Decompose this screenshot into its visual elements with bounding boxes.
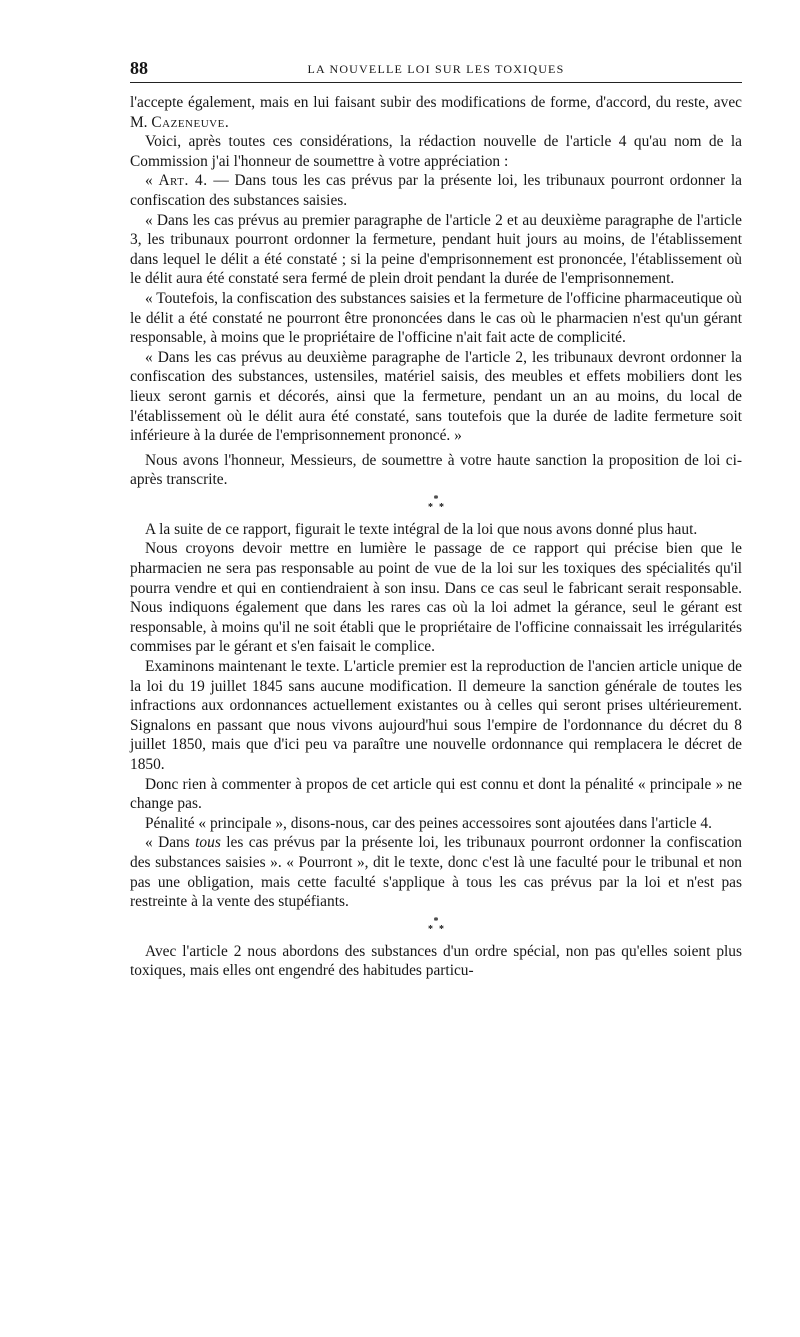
paragraph: l'accepte également, mais en lui faisant subir des modifications de forme, d'accord, du reste, avec M. Cazeneuve. xyxy=(130,94,742,131)
paragraph: Nous croyons devoir mettre en lumière le passage de ce rapport qui précise bien que le pharmacien ne sera pas responsable au point de vue de la loi sur les toxiques des spécialités qu'il pourra vendre et qui en contiendraient à son insu. Dans ce cas seul le fabricant serait responsable. Nous indiquons également que dans les rares cas où la loi admet la gérance, seul le gérant est responsable, à moins qu'il ne soit établi que le propriétaire de l'officine connaissait les irrégularités commises par le gérant et s'en faisait le complice. xyxy=(130,540,742,656)
quoted-article: « Art. 4. — Dans tous les cas prévus par la présente loi, les tribunaux pourront ordonner la confiscation des substances saisies. xyxy=(130,172,742,209)
running-title: LA NOUVELLE LOI SUR LES TOXIQUES xyxy=(307,62,565,76)
quoted-paragraph: « Toutefois, la confiscation des substances saisies et la fermeture de l'officine pharmaceutique où le délit a été constaté ne pourront être prononcées dans le cas où le pharmacien n'est qu'un gérant responsable, à moins que le propriétaire de l'officine n'ait fait acte de complicité. xyxy=(130,289,742,347)
author-name: Cazeneuve xyxy=(151,113,225,131)
paragraph: Examinons maintenant le texte. L'article premier est la reproduction de l'ancien article unique de la loi du 19 juillet 1845 sans aucune modification. Il demeure la sanction générale de toutes les infractions aux ordonnances actuellement existantes ou à celles qui seront prises ultérieurement. Signalons en passant que nous vivons aujourd'hui sous l'empire de l'ordonnance du décret du 8 juillet 1850, mais que d'ici peu va paraître une nouvelle ordonnance qui remplacera le décret de 1850. xyxy=(130,658,742,773)
quoted-paragraph: « Dans les cas prévus au premier paragraphe de l'article 2 et au deuxième paragraphe de l'article 3, les tribunaux pourront ordonner la fermeture, pendant huit jours au moins, de l'établissement dans lequel le délit a été constaté ; si la peine d'emprisonnement est prononcée, l'établissement où le délit aura été constaté sera fermé de plein droit pendant la durée de l'emprisonnement. xyxy=(130,211,742,288)
separator-star-top: * xyxy=(433,915,439,927)
section-separator xyxy=(130,915,742,935)
quoted-paragraph: « Dans les cas prévus au deuxième paragraphe de l'article 2, les tribunaux devront ordonner la confiscation des substances, ustensiles, matériel saisis, des meubles et effets mobiliers dont les lieux seront garnis et décorés, ainsi que la fermeture, pendant un an au moins, du local de l'établissement où le délit aura été constaté, sans toutefois que la durée de ladite fermeture soit inférieure à la durée de l'emprisonnement prononcé. » xyxy=(130,348,742,445)
paragraph: Pénalité « principale », disons-nous, car des peines accessoires sont ajoutées dans l'article 4. xyxy=(145,814,712,832)
page xyxy=(130,58,742,981)
page-body xyxy=(130,93,742,981)
page-header xyxy=(130,58,742,83)
separator-star-top: * xyxy=(433,493,439,505)
article-label: Art. 4. xyxy=(158,172,208,190)
section-separator xyxy=(130,493,742,513)
paragraph: « Dans tous les cas prévus par la présente loi, les tribunaux pourront ordonner la confiscation des substances saisies ». « Pourront », dit le texte, donc c'est là une faculté pour le tribunal et non pas une obligation, mais cette faculté s'applique à tous les cas prévus par la loi et n'est pas restreinte à la vente des stupéfiants. xyxy=(130,834,742,911)
page-number: 88 xyxy=(130,58,148,78)
paragraph: Donc rien à commenter à propos de cet article qui est connu et dont la pénalité « principale » ne change pas. xyxy=(130,775,742,813)
separator-star-bottom: ** xyxy=(428,923,450,935)
paragraph: Avec l'article 2 nous abordons des substances d'un ordre spécial, non pas qu'elles soient plus toxiques, mais elles ont engendré des habitudes particu- xyxy=(130,942,742,980)
paragraph: A la suite de ce rapport, figurait le texte intégral de la loi que nous avons donné plus haut. xyxy=(145,520,698,538)
emphasis: tous xyxy=(195,834,221,852)
separator-star-bottom: ** xyxy=(428,501,450,513)
paragraph: Nous avons l'honneur, Messieurs, de soumettre à votre haute sanction la proposition de loi ci-après transcrite. xyxy=(130,451,742,489)
paragraph: Voici, après toutes ces considérations, la rédaction nouvelle de l'article 4 qu'au nom de la Commission j'ai l'honneur de soumettre à votre appréciation : xyxy=(130,133,742,170)
